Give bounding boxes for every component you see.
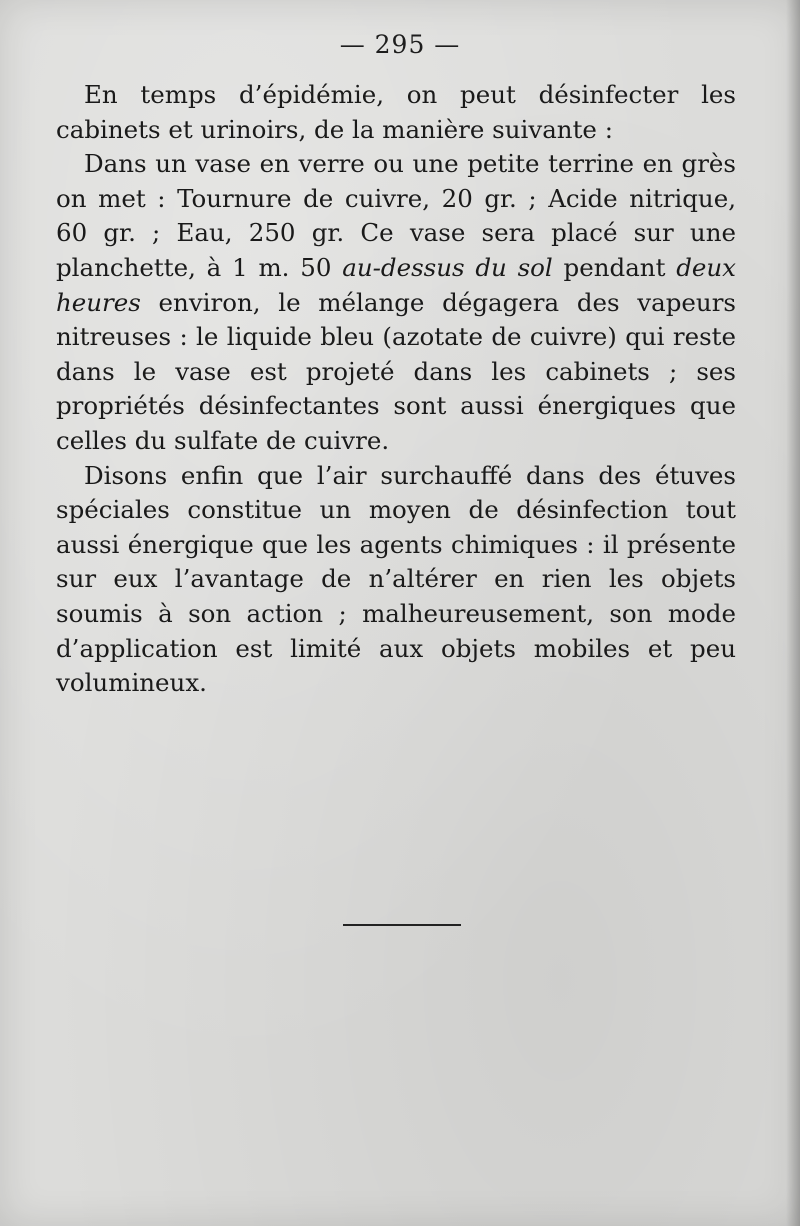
body-text	[56, 78, 736, 701]
paragraph-2	[56, 147, 736, 458]
italic-deux-heures: deux heures	[56, 252, 736, 317]
paragraph-2-part-2: pendant	[552, 252, 677, 282]
italic-au-dessus-du-sol: au-dessus du sol	[342, 252, 553, 282]
page-number: — 295 —	[339, 30, 461, 59]
paragraph-2-part-3: environ, le mélange dégagera des vapeurs nitreuses : le liquide bleu (azotate de cuivre) qui reste dans le vase est projeté dans les cabinets ; ses propriétés désinfectantes sont aussi énergiques que celles du sulfate de cuivre.	[56, 287, 736, 455]
paragraph-3: Disons enfin que l’air surchauffé dans des étuves spéciales constitue un moyen de désinfection tout aussi énergique que les agents chimiques : il présente sur eux l’avantage de n’altérer en rien les objets soumis à son action ; malheureusement, son mode d’application est limité aux objets mobiles et peu volumineux.	[56, 460, 736, 698]
paragraph-2-part-1: Dans un vase en verre ou une petite terrine en grès on met : Tournure de cuivre, 20 gr. ; Acide nitrique, 60 gr. ; Eau, 250 gr. Ce vase sera placé sur une planchette, à 1 m. 50	[56, 149, 736, 282]
end-rule-divider	[343, 924, 461, 926]
paragraph-1: En temps d’épidémie, on peut désinfecter les cabinets et urinoirs, de la manière suivante :	[56, 80, 736, 144]
page-edge-shadow	[786, 0, 800, 1226]
